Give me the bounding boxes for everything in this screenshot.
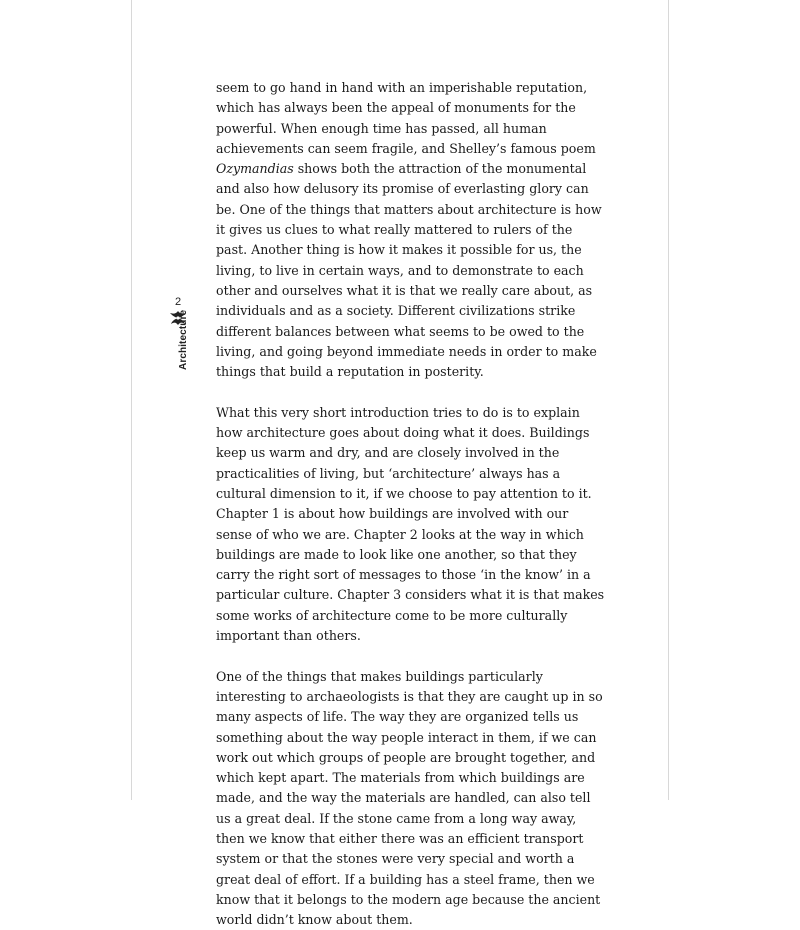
body-text xyxy=(216,78,606,930)
paragraph xyxy=(216,667,606,930)
page-number: 2 xyxy=(174,296,182,308)
text-run: shows both the attraction of the monumental and also how delusory its promise of everlasting glory can be. One of the things that matters about architecture is how it gives us clues to what really mattered to rulers of the past. Another thing is how it makes it possible for us, the living, to live in certain ways, and to demonstrate to each other and ourselves what it is that we really care about, as individuals and as a society. Different civilizations strike different balances between what seems to be owed to the living, and going beyond immediate needs in order to make things that build a reputation in posterity. xyxy=(216,161,602,380)
running-head: Architecture xyxy=(178,309,189,370)
text-run: seem to go hand in hand with an imperishable reputation, which has always been the appeal of monuments for the powerful. When enough time has passed, all human achievements can seem fragile, and Shelley’s famous poem xyxy=(216,80,596,156)
margin-marker xyxy=(168,296,188,386)
paragraph xyxy=(216,403,606,647)
paragraph xyxy=(216,78,606,382)
text-run: One of the things that makes buildings particularly interesting to archaeologists is that they are caught up in so many aspects of life. The way they are organized tells us something about the way people interact in them, if we can work out which groups of people are brought together, and which kept apart. The materials from which buildings are made, and the way the materials are handled, can also tell us a great deal. If the stone came from a long way away, then we know that either there was an efficient transport system or that the stones were very special and worth a great deal of effort. If a building has a steel frame, then we know that it belongs to the modern age because the ancient world didn’t know about them. xyxy=(216,668,603,928)
italic-title: Ozymandias xyxy=(216,161,294,177)
text-run: What this very short introduction tries to do is to explain how architecture goes about doing what it does. Buildings keep us warm and dry, and are closely involved in the practicalities of living, but ‘architecture’ always has a cultural dimension to it, if we choose to pay attention to it. Chapter 1 is about how buildings are involved with our sense of who we are. Chapter 2 looks at the way in which buildings are made to look like one another, so that they carry the right sort of messages to those ‘in the know’ in a particular culture. Chapter 3 considers what it is that makes some works of architecture come to be more culturally important than others. xyxy=(216,404,605,644)
